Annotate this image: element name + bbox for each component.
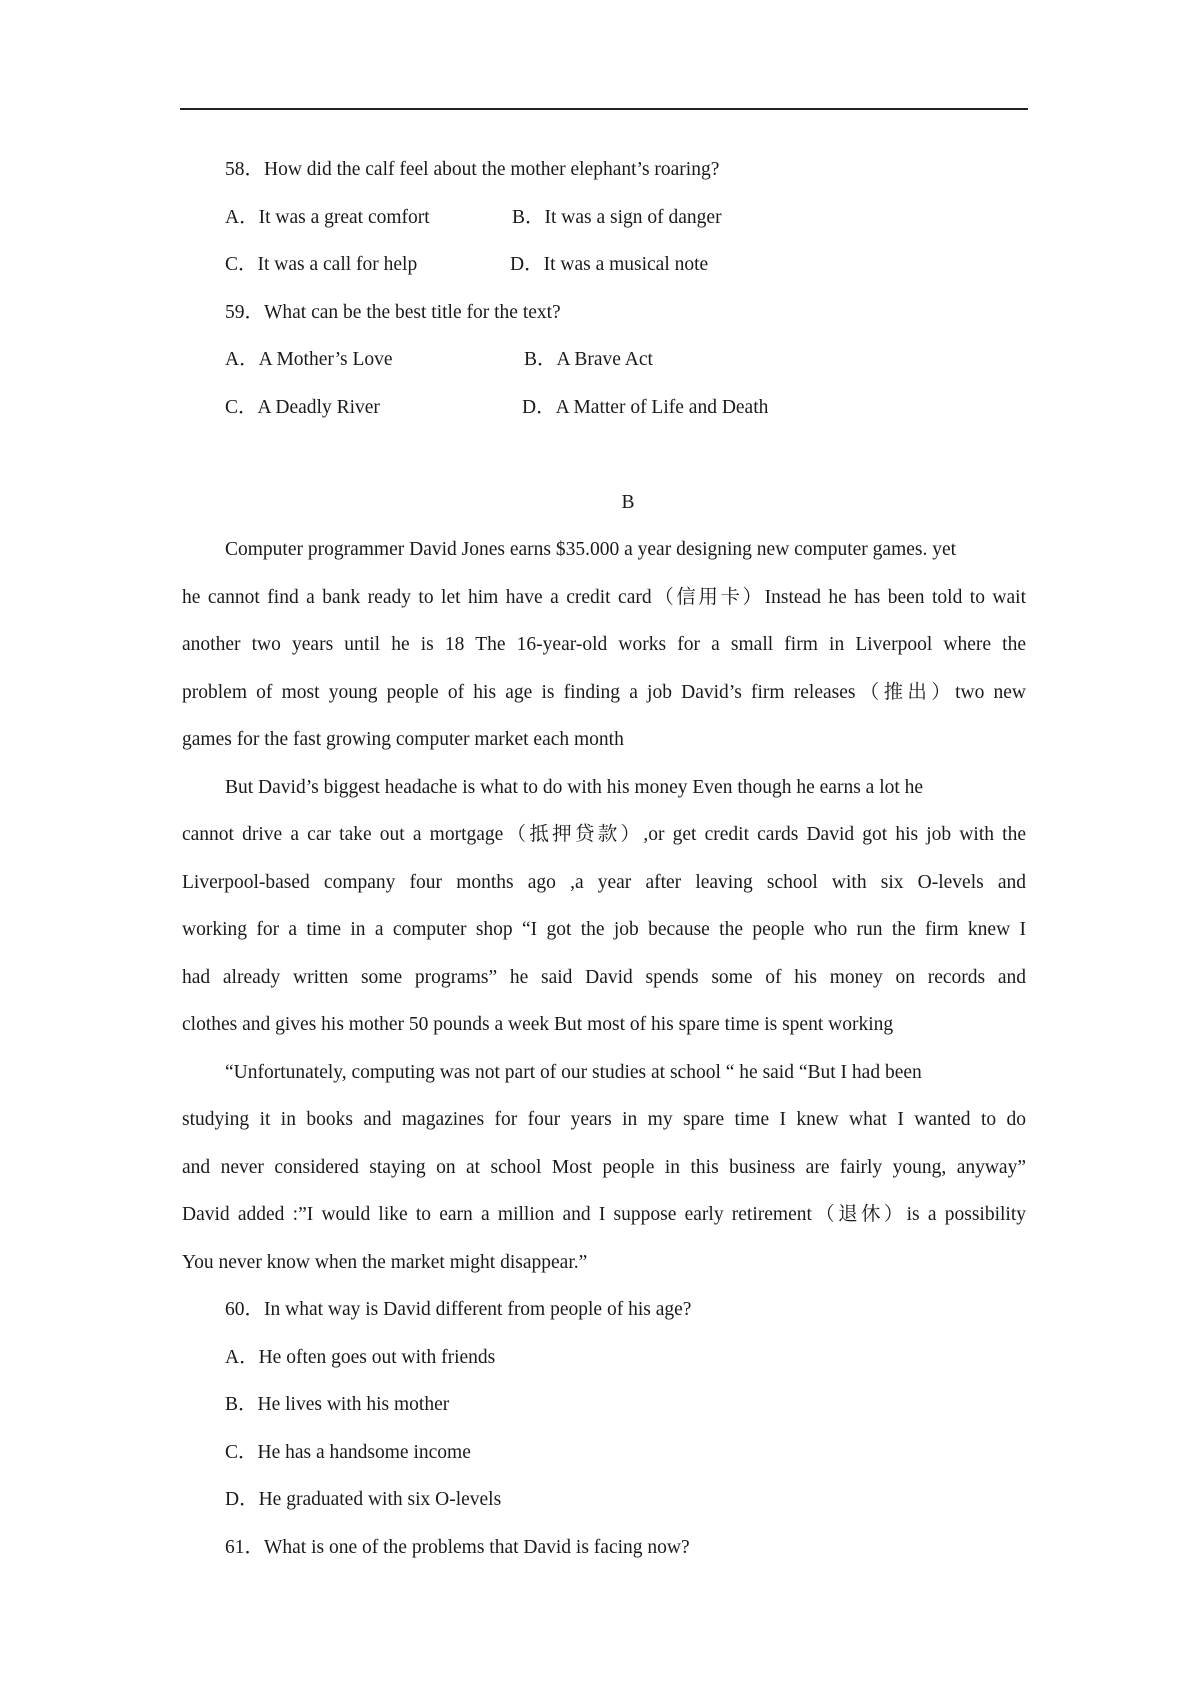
passage-line: games for the fast growing computer market each month [182, 729, 624, 750]
q58-option-b: B．It was a sign of danger [512, 207, 722, 228]
q60-option-a: A．He often goes out with friends [225, 1347, 496, 1368]
q60-option-b: B．He lives with his mother [225, 1394, 450, 1415]
passage-line: You never know when the market might disappear.” [182, 1252, 588, 1273]
q59-option-a: A．A Mother’s Love [225, 349, 393, 370]
passage-line: David added :”I would like to earn a million and I suppose early retirement（退休）is a possibility [182, 1204, 1026, 1225]
question-61: 61．What is one of the problems that David is facing now? [225, 1537, 690, 1558]
question-59: 59．What can be the best title for the text? [225, 302, 561, 323]
passage-line: studying it in books and magazines for four years in my spare time I knew what I wanted to do [182, 1109, 1026, 1130]
passage-line: problem of most young people of his age is finding a job David’s firm releases（推出）two new [182, 682, 1026, 703]
passage-line: had already written some programs” he said David spends some of his money on records and [182, 967, 1026, 988]
section-heading: B [621, 492, 635, 513]
passage-line: Liverpool-based company four months ago ,a year after leaving school with six O-levels and [182, 872, 1026, 893]
q59-option-b: B．A Brave Act [524, 349, 653, 370]
header-rule [180, 108, 1028, 110]
passage-line: Computer programmer David Jones earns $35.000 a year designing new computer games. yet [225, 539, 957, 560]
passage-line: “Unfortunately, computing was not part of our studies at school “ he said “But I had been [225, 1062, 922, 1083]
passage-line: cannot drive a car take out a mortgage（抵押贷款）,or get credit cards David got his job with the [182, 824, 1026, 845]
q58-option-c: C．It was a call for help [225, 254, 418, 275]
passage-line: he cannot find a bank ready to let him have a credit card（信用卡）Instead he has been told to wait [182, 587, 1026, 608]
passage-line: But David’s biggest headache is what to do with his money Even though he earns a lot he [225, 777, 924, 798]
passage-line: and never considered staying on at school Most people in this business are fairly young, anyway” [182, 1157, 1026, 1178]
q60-option-c: C．He has a handsome income [225, 1442, 471, 1463]
q58-option-a: A．It was a great comfort [225, 207, 430, 228]
q59-option-c: C．A Deadly River [225, 397, 380, 418]
q58-option-d: D．It was a musical note [510, 254, 709, 275]
question-60: 60．In what way is David different from people of his age? [225, 1299, 692, 1320]
passage-line: another two years until he is 18 The 16-year-old works for a small firm in Liverpool where the [182, 634, 1026, 655]
passage-line: working for a time in a computer shop “I got the job because the people who run the firm knew I [182, 919, 1026, 940]
question-58: 58．How did the calf feel about the mother elephant’s roaring? [225, 159, 720, 180]
q59-option-d: D．A Matter of Life and Death [522, 397, 769, 418]
passage-line: clothes and gives his mother 50 pounds a week But most of his spare time is spent working [182, 1014, 894, 1035]
q60-option-d: D．He graduated with six O-levels [225, 1489, 502, 1510]
